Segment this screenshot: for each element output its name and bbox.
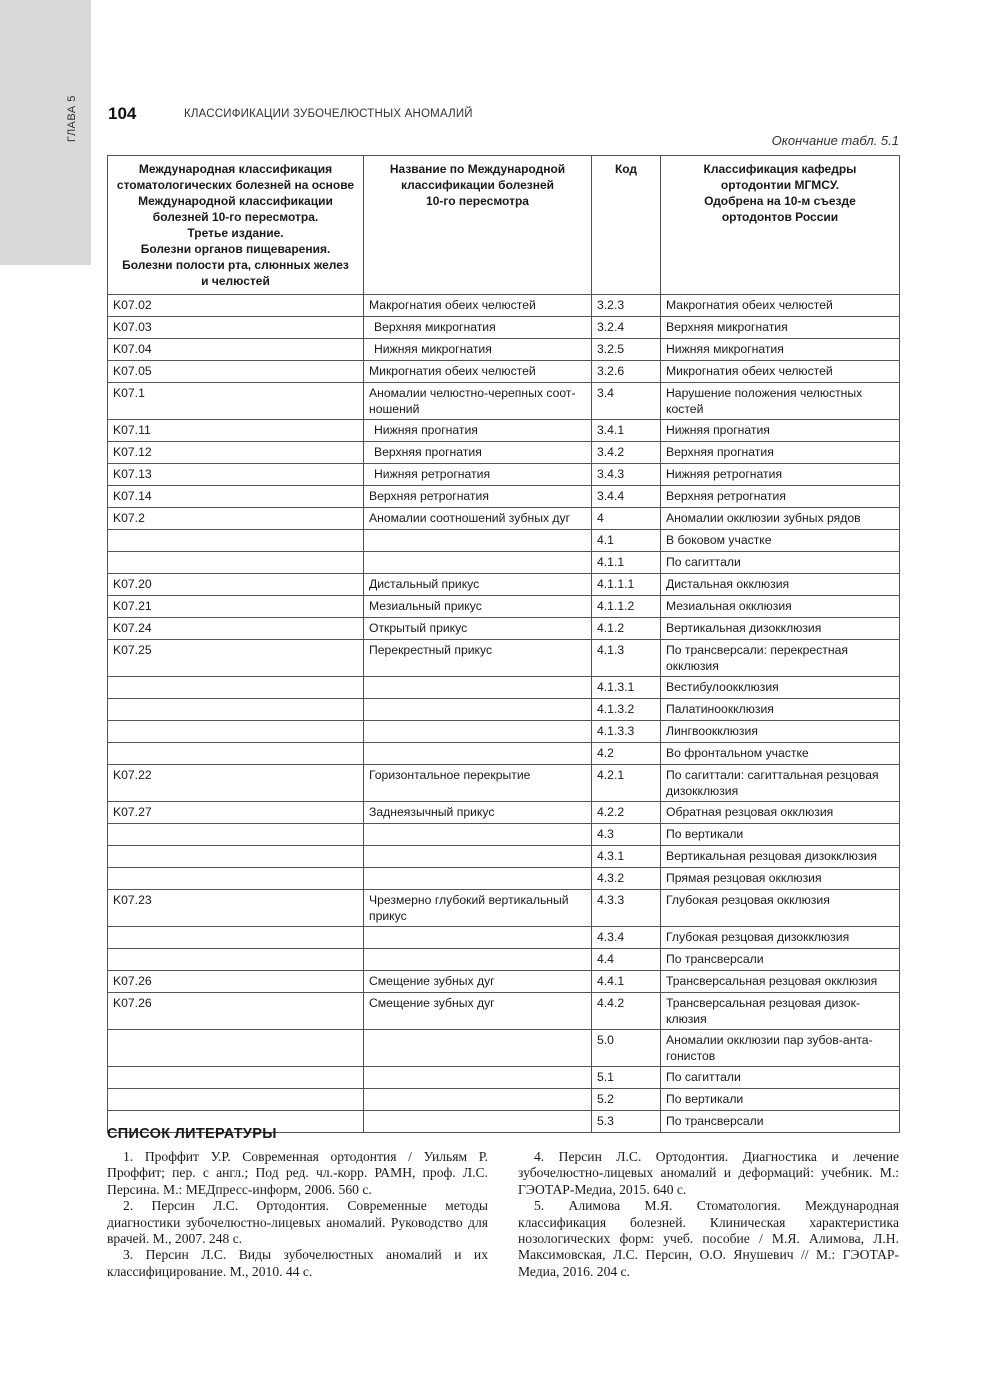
cell-code: 3.2.4 [592,317,661,339]
table-row [108,677,900,699]
cell-icd-code [108,846,364,868]
cell-classification: Нижняя прогнатия [661,420,900,442]
cell-code: 4.2.1 [592,765,661,802]
classification-table [107,155,900,1133]
cell-classification: Аномалии окклюзии пар зубов-анта- гонистов [661,1030,900,1067]
cell-classification: Обратная резцовая окклюзия [661,802,900,824]
table-row [108,971,900,993]
cell-icd-code: K07.26 [108,993,364,1030]
header-line: 10-го пересмотра [426,194,529,208]
cell-code: 4.1.1.2 [592,596,661,618]
cell-icd-code: K07.13 [108,464,364,486]
cell-disease-name: Верхняя ретрогнатия [364,486,592,508]
cell-disease-name [364,699,592,721]
cell-classification: По трансверсали: перекрестная окклюзия [661,640,900,677]
cell-code: 4.2 [592,743,661,765]
cell-icd-code: K07.03 [108,317,364,339]
table-row [108,890,900,927]
cell-disease-name [364,846,592,868]
cell-classification: Лингвоокклюзия [661,721,900,743]
cell-disease-name [364,530,592,552]
cell-classification: Верхняя микрогнатия [661,317,900,339]
cell-code: 5.1 [592,1067,661,1089]
table-row [108,993,900,1030]
table-header-row [108,156,900,295]
reference-item: 4. Персин Л.С. Ортодонтия. Диагностика и лечение зубочелюстно-лицевых аномалий и деформаций: учебник. М.: ГЭОТАР-Медиа, 2015. 640 с. [518,1149,899,1197]
cell-disease-name: Нижняя прогнатия [364,420,592,442]
cell-icd-code: K07.20 [108,574,364,596]
cell-classification: По вертикали [661,824,900,846]
header-code [592,156,661,295]
cell-icd-code: K07.12 [108,442,364,464]
cell-code: 3.2.3 [592,295,661,317]
cell-code: 4.4.1 [592,971,661,993]
cell-code: 5.2 [592,1089,661,1111]
cell-classification: Аномалии окклюзии зубных рядов [661,508,900,530]
table-row [108,846,900,868]
cell-classification: Глубокая резцовая окклюзия [661,890,900,927]
references-column-left [107,1149,488,1280]
cell-code: 3.4.3 [592,464,661,486]
header-line: Название по Международной [389,162,566,176]
cell-classification: Палатиноокклюзия [661,699,900,721]
cell-classification: Верхняя ретрогнатия [661,486,900,508]
cell-disease-name: Горизонтальное перекрытие [364,765,592,802]
cell-code: 3.4.1 [592,420,661,442]
cell-icd-code: K07.02 [108,295,364,317]
cell-code: 3.4.4 [592,486,661,508]
cell-classification: По сагиттали [661,1067,900,1089]
cell-disease-name [364,1067,592,1089]
table-row [108,339,900,361]
header-line: Болезни органов пищеварения. [140,242,331,256]
reference-item: 2. Персин Л.С. Ортодонтия. Современные методы диагностики зубочелюстно-лицевых аномалий. Руководство для врачей. М., 2007. 248 с. [107,1198,488,1247]
reference-item: 3. Персин Л.С. Виды зубочелюстных аномалий и их классифицирование. М., 2010. 44 с. [107,1247,488,1279]
table-row [108,574,900,596]
cell-code: 4.2.2 [592,802,661,824]
table-row [108,383,900,420]
cell-disease-name: Макрогнатия обеих челюстей [364,295,592,317]
references-column-right [518,1149,899,1280]
cell-classification: Мезиальная окклюзия [661,596,900,618]
table-continuation-note: Окончание табл. 5.1 [771,133,899,148]
header-mgmsu-classification [661,156,900,295]
header-line: Международной классификации [138,194,333,208]
cell-classification: Нижняя микрогнатия [661,339,900,361]
cell-icd-code: K07.22 [108,765,364,802]
cell-icd-code [108,1067,364,1089]
header-icd-classification [108,156,364,295]
references-title: СПИСОК ЛИТЕРАТУРЫ [107,1126,277,1142]
cell-classification: Дистальная окклюзия [661,574,900,596]
cell-code: 5.0 [592,1030,661,1067]
header-icd-name [364,156,592,295]
cell-icd-code: K07.14 [108,486,364,508]
cell-code: 4.3.2 [592,868,661,890]
table-row [108,765,900,802]
cell-classification: Верхняя прогнатия [661,442,900,464]
cell-icd-code [108,721,364,743]
cell-icd-code: K07.11 [108,420,364,442]
cell-code: 4 [592,508,661,530]
cell-classification: Глубокая резцовая дизокклюзия [661,927,900,949]
cell-icd-code: K07.1 [108,383,364,420]
cell-code: 3.2.6 [592,361,661,383]
cell-code: 4.4 [592,949,661,971]
cell-disease-name: Нижняя ретрогнатия [364,464,592,486]
cell-code: 4.1.2 [592,618,661,640]
table-row [108,1030,900,1067]
cell-classification: Трансверсальная резцовая окклюзия [661,971,900,993]
header-line: стоматологических болезней на основе [116,178,355,192]
table-row [108,508,900,530]
cell-classification: По трансверсали [661,949,900,971]
cell-classification: В боковом участке [661,530,900,552]
table-row [108,486,900,508]
cell-disease-name: Дистальный прикус [364,574,592,596]
cell-disease-name: Верхняя прогнатия [364,442,592,464]
cell-icd-code: K07.05 [108,361,364,383]
cell-disease-name: Аномалии соотношений зубных дуг [364,508,592,530]
table-row [108,949,900,971]
header-line: классификации болезней [400,178,555,192]
cell-disease-name: Смещение зубных дуг [364,971,592,993]
cell-classification: Нижняя ретрогнатия [661,464,900,486]
cell-classification: По вертикали [661,1089,900,1111]
cell-icd-code [108,743,364,765]
table-row [108,824,900,846]
table-row [108,596,900,618]
cell-icd-code [108,927,364,949]
cell-classification: Трансверсальная резцовая дизок- клюзия [661,993,900,1030]
cell-disease-name: Перекрестный прикус [364,640,592,677]
cell-disease-name [364,824,592,846]
table-row [108,618,900,640]
cell-disease-name [364,868,592,890]
cell-classification: По трансверсали [661,1111,900,1133]
table-body [108,295,900,1133]
cell-classification: Вертикальная дизокклюзия [661,618,900,640]
cell-disease-name: Смещение зубных дуг [364,993,592,1030]
cell-disease-name: Аномалии челюстно-черепных соот- ношений [364,383,592,420]
cell-icd-code [108,699,364,721]
cell-code: 4.1.1 [592,552,661,574]
header-line: Классификация кафедры [703,162,857,176]
cell-classification: Прямая резцовая окклюзия [661,868,900,890]
cell-icd-code [108,530,364,552]
table-row [108,1089,900,1111]
cell-icd-code [108,677,364,699]
cell-classification: По сагиттали [661,552,900,574]
table-row [108,464,900,486]
cell-disease-name [364,1111,592,1133]
cell-disease-name [364,721,592,743]
cell-code: 4.3.3 [592,890,661,927]
cell-disease-name: Нижняя микрогнатия [364,339,592,361]
table-row [108,420,900,442]
header-line: Код [614,162,638,176]
cell-icd-code: K07.04 [108,339,364,361]
cell-icd-code [108,552,364,574]
cell-disease-name [364,677,592,699]
table-row [108,640,900,677]
cell-classification: Во фронтальном участке [661,743,900,765]
header-line: Одобрена на 10-м съезде [704,194,856,208]
cell-icd-code [108,868,364,890]
cell-icd-code: K07.24 [108,618,364,640]
reference-item: 5. Алимова М.Я. Стоматология. Международная классификация болезней. Клиническая характеристика нозологических форм: учеб. пособие / М.Я. Алимова, Л.Н. Максимовская, Л.С. Персин, О.О. Янушевич // М.: ГЭОТАР-Медиа, 2016. 204 с. [518,1198,899,1279]
cell-icd-code: K07.26 [108,971,364,993]
cell-code: 3.4 [592,383,661,420]
table-row [108,552,900,574]
cell-icd-code [108,949,364,971]
cell-classification: Нарушение положения челюстных костей [661,383,900,420]
cell-code: 4.1.3.1 [592,677,661,699]
table-row [108,1067,900,1089]
table-row [108,868,900,890]
cell-icd-code: K07.23 [108,890,364,927]
cell-disease-name: Мезиальный прикус [364,596,592,618]
header-line: Болезни полости рта, слюнных желез [122,258,349,272]
cell-disease-name: Заднеязычный прикус [364,802,592,824]
cell-classification: По сагиттали: сагиттальная резцовая дизокклюзия [661,765,900,802]
cell-code: 4.1.3.3 [592,721,661,743]
cell-disease-name [364,743,592,765]
header-line: ортодонтии МГМСУ. [720,178,840,192]
header-line: Международная классификация [138,162,333,176]
cell-icd-code [108,1030,364,1067]
table-row [108,361,900,383]
table-row [108,721,900,743]
cell-disease-name: Чрезмерно глубокий вертикальный прикус [364,890,592,927]
cell-code: 4.1 [592,530,661,552]
header-line: и челюстей [201,274,270,288]
cell-disease-name [364,1089,592,1111]
cell-disease-name: Микрогнатия обеих челюстей [364,361,592,383]
cell-disease-name [364,552,592,574]
table-row [108,699,900,721]
cell-code: 3.4.2 [592,442,661,464]
cell-icd-code: K07.27 [108,802,364,824]
cell-code: 4.3.4 [592,927,661,949]
table-row [108,927,900,949]
cell-code: 4.3.1 [592,846,661,868]
cell-icd-code [108,824,364,846]
cell-icd-code [108,1089,364,1111]
cell-code: 5.3 [592,1111,661,1133]
header-line: Третье издание. [187,226,284,240]
chapter-label: ГЛАВА 5 [66,95,78,142]
table-row [108,802,900,824]
reference-item: 1. Проффит У.Р. Современная ортодонтия / Уильям Р. Проффит; пер. с англ.; Под ред. чл.-корр. РАМН, проф. Л.С. Персина. М.: МЕДпресс-информ, 2006. 560 с. [107,1149,488,1197]
cell-icd-code: K07.2 [108,508,364,530]
cell-icd-code: K07.21 [108,596,364,618]
cell-disease-name: Открытый прикус [364,618,592,640]
cell-code: 4.4.2 [592,993,661,1030]
table-row [108,295,900,317]
cell-code: 4.1.3 [592,640,661,677]
cell-disease-name [364,949,592,971]
header-line: ортодонтов России [721,210,839,224]
cell-classification: Вестибулоокклюзия [661,677,900,699]
table-row [108,442,900,464]
table-row [108,530,900,552]
cell-disease-name: Верхняя микрогнатия [364,317,592,339]
cell-classification: Вертикальная резцовая дизокклюзия [661,846,900,868]
cell-code: 4.1.3.2 [592,699,661,721]
cell-code: 3.2.5 [592,339,661,361]
table-row [108,743,900,765]
cell-classification: Микрогнатия обеих челюстей [661,361,900,383]
cell-code: 4.1.1.1 [592,574,661,596]
running-head: КЛАССИФИКАЦИИ ЗУБОЧЕЛЮСТНЫХ АНОМАЛИЙ [184,108,473,120]
cell-disease-name [364,1030,592,1067]
cell-disease-name [364,927,592,949]
page-number: 104 [108,104,137,123]
header-line: болезней 10-го пересмотра. [152,210,319,224]
cell-classification: Макрогнатия обеих челюстей [661,295,900,317]
cell-icd-code: K07.25 [108,640,364,677]
table-row [108,317,900,339]
cell-code: 4.3 [592,824,661,846]
